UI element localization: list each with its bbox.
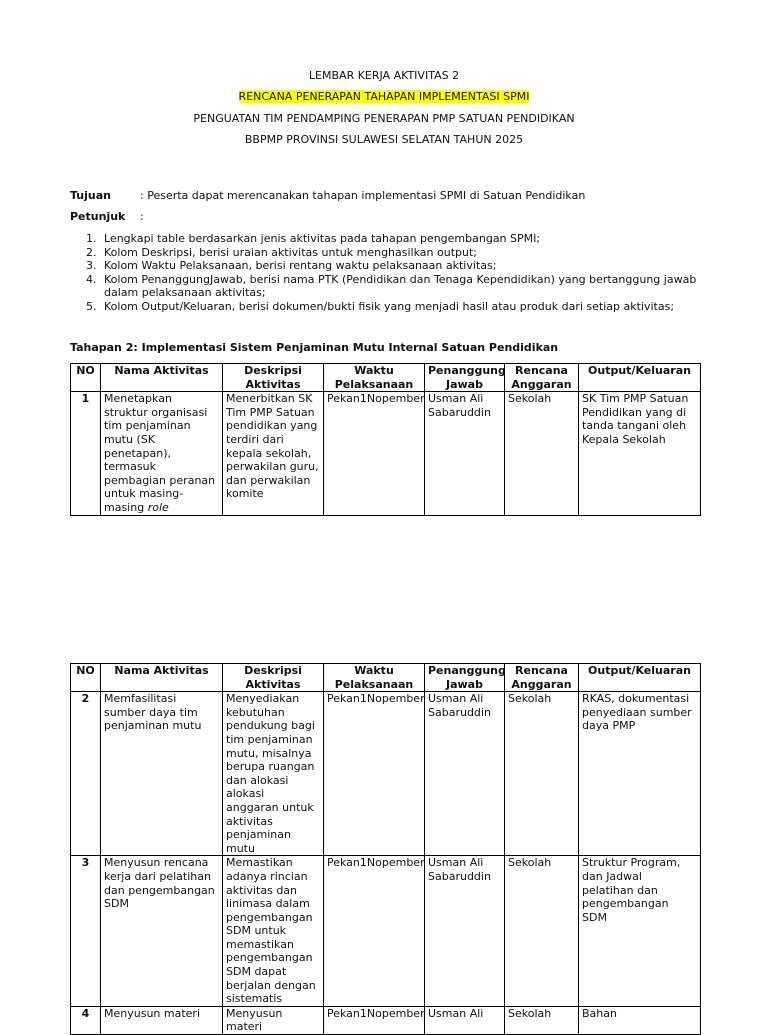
instruction-number: 4. [86, 272, 97, 286]
table-caption: Tahapan 2: Implementasi Sistem Penjaminan Mutu Internal Satuan Pendidikan [70, 341, 559, 354]
instruction-item [86, 299, 704, 314]
cell-anggaran: Sekolah [505, 1006, 579, 1034]
header-waktu-pelaksanaan: Waktu Pelaksanaan [324, 364, 425, 392]
cell-no: 2 [71, 692, 101, 856]
instruction-number: 2. [86, 245, 97, 259]
cell-anggaran: Sekolah [505, 856, 579, 1007]
cell-waktu: Pekan1Nopember [324, 856, 425, 1007]
instruction-number: 3. [86, 259, 97, 273]
worksheet-subtitle [0, 90, 768, 104]
header-output-keluaran: Output/Keluaran [579, 664, 701, 692]
activity-table-page-1 [70, 363, 701, 516]
table-header-row [71, 364, 701, 392]
cell-penanggung-jawab: Usman Ali Sabaruddin [425, 392, 505, 515]
cell-deskripsi: Memastikan adanya rincian aktivitas dan linimasa dalam pengembangan SDM untuk memastikan pengembangan SDM dapat berjalan dengan sistematis [223, 856, 324, 1007]
cell-waktu: Pekan1Nopember [324, 392, 425, 515]
cell-nama-aktivitas: Menyusun rencana kerja dari pelatihan dan pengembangan SDM [101, 856, 223, 1007]
cell-output: Struktur Program, dan Jadwal pelatihan dan pengembangan SDM [579, 856, 701, 1007]
cell-penanggung-jawab: Usman Ali Sabaruddin [425, 856, 505, 1007]
instruction-text: Kolom Output/Keluaran, berisi dokumen/bukti fisik yang menjadi hasil atau produk dari setiap aktivitas; [104, 299, 675, 313]
cell-output: RKAS, dokumentasi penyediaan sumber daya PMP [579, 692, 701, 856]
cell-nama-text: Menetapkan struktur organisasi tim penjaminan mutu (SK penetapan), termasuk pembagian peranan untuk masing-masing [104, 392, 216, 514]
header-nama-aktivitas: Nama Aktivitas [101, 364, 223, 392]
cell-anggaran: Sekolah [505, 392, 579, 515]
header-deskripsi-aktivitas: Deskripsi Aktivitas [223, 664, 324, 692]
program-line: PENGUATAN TIM PENDAMPING PENERAPAN PMP SATUAN PENDIDIKAN [193, 112, 575, 125]
cell-deskripsi: Menyediakan kebutuhan pendukung bagi tim penjaminan mutu, misalnya berupa ruangan dan alokasi alokasi anggaran untuk aktivitas penjaminan mutu [223, 692, 324, 856]
header-no: NO [71, 664, 101, 692]
cell-anggaran: Sekolah [505, 692, 579, 856]
cell-waktu: Pekan1Nopember [324, 1006, 425, 1034]
header-output-keluaran: Output/Keluaran [579, 364, 701, 392]
header-penanggung-jawab: Penanggung Jawab [425, 664, 505, 692]
table-row [71, 692, 701, 856]
instruction-number: 1. [86, 232, 97, 245]
cell-nama-aktivitas: Menyusun materi [101, 1006, 223, 1034]
tujuan-label: Tujuan [70, 189, 111, 202]
petunjuk-colon: : [140, 210, 144, 223]
cell-no: 1 [71, 392, 101, 515]
instruction-item [86, 259, 704, 273]
header-nama-aktivitas: Nama Aktivitas [101, 664, 223, 692]
instruction-text: Kolom PenanggungJawab, berisi nama PTK (Pendidikan dan Tenaga Kependidikan) yang bertanggung jawab dalam pelaksanaan aktivitas; [104, 272, 697, 300]
header-penanggung-jawab: Penanggung Jawab [425, 364, 505, 392]
instruction-text: Kolom Waktu Pelaksanaan, berisi rentang waktu pelaksanaan aktivitas; [104, 259, 497, 273]
table-row [71, 856, 701, 1007]
instruction-list [86, 232, 704, 314]
instruction-item [86, 232, 704, 246]
worksheet-title-text: LEMBAR KERJA AKTIVITAS 2 [308, 69, 460, 82]
header-no: NO [71, 364, 101, 392]
cell-waktu: Pekan1Nopember [324, 692, 425, 856]
cell-nama-aktivitas: Memfasilitasi sumber daya tim penjaminan mutu [101, 692, 223, 856]
instruction-item [86, 245, 704, 260]
worksheet-subtitle-highlight: RENCANA PENERAPAN TAHAPAN IMPLEMENTASI SPMI [238, 90, 530, 103]
cell-output: SK Tim PMP Satuan Pendidikan yang di tanda tangani oleh Kepala Sekolah [579, 392, 701, 515]
header-rencana-anggaran: Rencana Anggaran [505, 364, 579, 392]
cell-nama-aktivitas [101, 392, 223, 515]
header-deskripsi-aktivitas: Deskripsi Aktivitas [223, 364, 324, 392]
institution-line: BBPMP PROVINSI SULAWESI SELATAN TAHUN 2025 [244, 133, 524, 146]
cell-penanggung-jawab: Usman Ali [425, 1006, 505, 1034]
activity-table-page-2 [70, 663, 701, 1035]
cell-penanggung-jawab: Usman Ali Sabaruddin [425, 692, 505, 856]
cell-nama-italic: role [147, 500, 169, 514]
instruction-number: 5. [86, 299, 97, 313]
cell-deskripsi: Menyusun materi [223, 1006, 324, 1034]
table-row [71, 1006, 701, 1034]
cell-no: 4 [71, 1006, 101, 1034]
tujuan-text: : Peserta dapat merencanakan tahapan implementasi SPMI di Satuan Pendidikan [140, 189, 586, 202]
cell-output: Bahan [579, 1006, 701, 1034]
petunjuk-label: Petunjuk [70, 210, 126, 223]
header-waktu-pelaksanaan: Waktu Pelaksanaan [324, 664, 425, 692]
instruction-text: Lengkapi table berdasarkan jenis aktivitas pada tahapan pengembangan SPMI; [104, 232, 541, 245]
cell-no: 3 [71, 856, 101, 1007]
table-row [71, 392, 701, 515]
table-header-row [71, 664, 701, 692]
instruction-item [86, 272, 704, 300]
worksheet-title [0, 69, 768, 83]
cell-deskripsi: Menerbitkan SK Tim PMP Satuan pendidikan yang terdiri dari kepala sekolah, perwakilan guru, dan perwakilan komite [223, 392, 324, 515]
header-rencana-anggaran: Rencana Anggaran [505, 664, 579, 692]
instruction-text: Kolom Deskripsi, berisi uraian aktivitas untuk menghasilkan output; [104, 245, 477, 259]
